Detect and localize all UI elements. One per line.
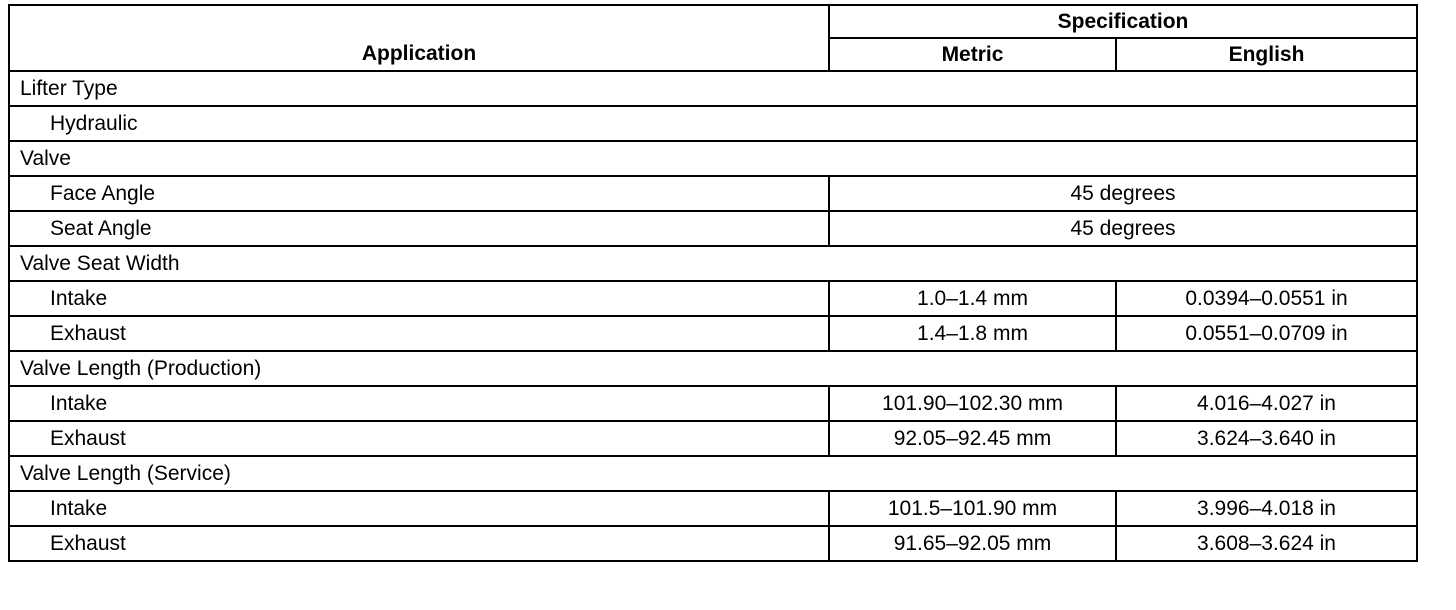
english-value: 3.608–3.624 in — [1116, 526, 1417, 561]
spec-value: 45 degrees — [829, 176, 1417, 211]
metric-value: 1.4–1.8 mm — [829, 316, 1116, 351]
table-body — [9, 71, 1417, 561]
metric-value: 101.90–102.30 mm — [829, 386, 1116, 421]
category-label: Valve Seat Width — [9, 246, 1417, 281]
category-label: Valve Length (Production) — [9, 351, 1417, 386]
metric-value: 92.05–92.45 mm — [829, 421, 1116, 456]
item-label: Intake — [9, 281, 829, 316]
category-row — [9, 351, 1417, 386]
category-label: Valve Length (Service) — [9, 456, 1417, 491]
item-row — [9, 491, 1417, 526]
english-value: 4.016–4.027 in — [1116, 386, 1417, 421]
english-value: 3.996–4.018 in — [1116, 491, 1417, 526]
application-header: Application — [9, 5, 829, 71]
category-label: Lifter Type — [9, 71, 1417, 106]
table-header — [9, 5, 1417, 71]
english-value: 3.624–3.640 in — [1116, 421, 1417, 456]
category-row — [9, 141, 1417, 176]
item-label: Exhaust — [9, 421, 829, 456]
metric-value: 101.5–101.90 mm — [829, 491, 1116, 526]
item-label: Face Angle — [9, 176, 829, 211]
item-label: Hydraulic — [9, 106, 1417, 141]
item-row — [9, 526, 1417, 561]
category-row — [9, 71, 1417, 106]
english-value: 0.0394–0.0551 in — [1116, 281, 1417, 316]
header-row-top — [9, 5, 1417, 38]
item-row — [9, 176, 1417, 211]
item-row — [9, 421, 1417, 456]
category-row — [9, 246, 1417, 281]
item-label: Intake — [9, 491, 829, 526]
item-label: Exhaust — [9, 526, 829, 561]
item-row — [9, 281, 1417, 316]
english-value: 0.0551–0.0709 in — [1116, 316, 1417, 351]
spec-value: 45 degrees — [829, 211, 1417, 246]
item-row — [9, 106, 1417, 141]
specification-table — [8, 4, 1418, 562]
item-label: Intake — [9, 386, 829, 421]
category-label: Valve — [9, 141, 1417, 176]
category-row — [9, 456, 1417, 491]
item-row — [9, 211, 1417, 246]
metric-header: Metric — [829, 38, 1116, 71]
item-row — [9, 316, 1417, 351]
item-row — [9, 386, 1417, 421]
english-header: English — [1116, 38, 1417, 71]
item-label: Exhaust — [9, 316, 829, 351]
metric-value: 1.0–1.4 mm — [829, 281, 1116, 316]
specification-header: Specification — [829, 5, 1417, 38]
item-label: Seat Angle — [9, 211, 829, 246]
metric-value: 91.65–92.05 mm — [829, 526, 1116, 561]
